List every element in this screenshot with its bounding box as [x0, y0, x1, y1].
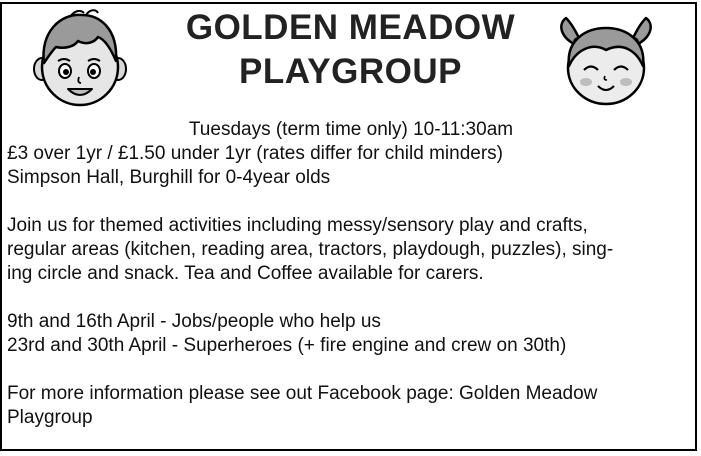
description-line-1: Join us for themed activities including messy/sensory play and crafts, — [7, 215, 588, 236]
theme-line-1: 9th and 16th April - Jobs/people who help us — [7, 311, 381, 332]
description-line-3: ing circle and snack. Tea and Coffee available for carers. — [7, 263, 484, 284]
more-info-line-2: Playgroup — [7, 407, 93, 428]
spacer — [7, 358, 695, 382]
schedule-text: Tuesdays (term time only) 10-11:30am — [188, 119, 514, 140]
spacer — [7, 190, 695, 214]
more-info-line-1: For more information please see out Facebook page: Golden Meadow — [7, 383, 598, 404]
price-text: £3 over 1yr / £1.50 under 1yr (rates differ for child minders) — [7, 143, 503, 164]
spacer — [7, 286, 695, 310]
location-text: Simpson Hall, Burghill for 0-4year olds — [7, 167, 331, 188]
title-line-1: GOLDEN MEADOW — [185, 8, 516, 47]
flyer-body — [7, 118, 695, 430]
title-line-2: PLAYGROUP — [239, 52, 462, 91]
description-line-2: regular areas (kitchen, reading area, tractors, playdough, puzzles), sing- — [7, 239, 614, 260]
theme-line-2: 23rd and 30th April - Superheroes (+ fire engine and crew on 30th) — [7, 335, 567, 356]
